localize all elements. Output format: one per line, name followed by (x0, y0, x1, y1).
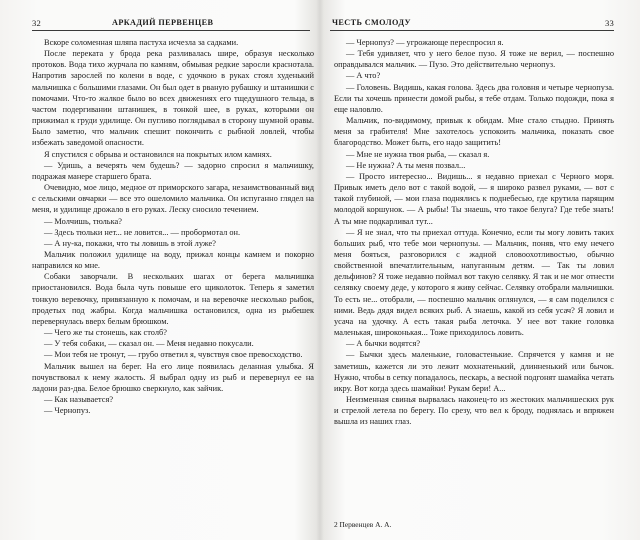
right-running-head (332, 18, 614, 30)
right-page-text (334, 37, 614, 427)
right-page (320, 0, 640, 540)
paragraph: После переката у брода река разливалась шире, образуя несколько протоков. Вода тихо журчала по камням, обмывая редкие заросли краснотала. Напротив зарослей по колени в воде, с удочкою в руках стоял худенький мальчишка с большими глазами. Он был одет в рваную рубашку и штанишки с помочами. Что-то жалкое было во всех движениях его тщедушного тельца, в частом подергивании штанишек, в тонкой шее, в руках, которыми он прижимал к груди удилище. Он пугливо поглядывал в сторону шумной оравы. Было заметно, что мальчик спешит покончить с рыбной ловлей, чтобы избежать заведомой опасности. (32, 49, 314, 148)
paragraph: — У тебя собаки, — сказал он. — Меня недавно покусали. (44, 339, 254, 349)
paragraph: — Просто интересно... Видишь... я недавно приехал с Черного моря. Привык иметь дело вот с такой водой, — я широко развел руками, — вот с такой глубиной, — мои глаза поднялись к поднебесью, где крутила парящим молодой коршунок. — А рыбы! Ты знаешь, что такое белуга? Где тебе знать! А ты мне подкарливал тут... (334, 171, 614, 226)
paragraph: Собаки заворчали. В нескольких шагах от берега мальчишка приостановился. Вода была чуть повыше его щиколоток. Теперь я заметил тонкую веревочку, привязанную к помочам, и на веревочке несколько рыбок, продетых под жабры. Когда мальчишка остановился, одна из рыбешек перевернулась вверх белым брюшком. (32, 272, 314, 326)
paragraph: — Как называется? (44, 395, 114, 404)
paragraph: Вскоре соломенная шляпа пастуха исчезла за садками. (44, 38, 239, 47)
paragraph: — Я не знал, что ты приехал оттуда. Конечно, если ты могу ловить таких больших рыб, что тебе мои чернопузы. — Мальчик, поняв, что ему нечего меня бояться, разговорился с жадной словоохотливостью, обычно свойственной впечатлительным, напуганным детям. — Так ты ловил дельфинов? Я тоже недавно поймал вот такую селявку. Я так и не мог отнести селявку своему деде, у которого я живу сейчас. Селявку отобрали мальчишки. То есть не... отобрали, — поспешно мальчик оглянулся, — я сам поделился с ними. Ведь дядя видел всяких рыб. А знаешь, какой из себя усач? Я ловил и усача на удочку. А есть такая рыба леточка. У нее вот такие головка маленькая, широконькая... Тоже приходилось ловить. (334, 227, 614, 338)
left-running-title: АРКАДИЙ ПЕРВЕНЦЕВ (112, 18, 214, 27)
right-header-rule (330, 30, 614, 31)
paragraph: — Чего же ты стонешь, как столб? (44, 328, 167, 338)
paragraph: Мальчик, по-видимому, привык к обидам. Мне стало стыдно. Принять меня за грабителя! Мне захотелось успокоить мальчика, показать свое благородство. Может быть, его надо защитить! (334, 116, 614, 148)
paragraph: — А ну-ка, покажи, что ты ловишь в этой луже? (44, 238, 216, 248)
paragraph: Очевидно, мое лицо, медное от приморского загара, незаимствованный вид с сельскими овчарки — все это ошеломило мальчика. Он испуганно глядел на меня, и удилище дрожало в его руках. Леску сносило течением. (32, 183, 314, 215)
paragraph: — А бычки водятся? (346, 339, 421, 349)
footnote: 2 Первенцев А. А. (334, 520, 392, 529)
paragraph: — А что? (346, 71, 381, 81)
left-page-number: 32 (32, 18, 41, 28)
right-running-title: ЧЕСТЬ СМОЛОДУ (332, 18, 411, 27)
paragraph: — Чернопуз? — угрожающе переспросил я. (346, 38, 504, 47)
left-page-text (32, 37, 314, 416)
left-running-head (32, 18, 308, 30)
paragraph: — Тебя удивляет, что у него белое пузо. Я тоже не верил, — поспешно оправдывался мальчик. — Пузо. Это действительно чернопуз. (334, 49, 614, 70)
paragraph: — Здесь тюльки нет... не ловится... — пробормотал он. (44, 227, 241, 237)
paragraph: Мальчик вышел на берег. На его лице появилась деланная улыбка. Я почувствовал к нему жалость. Я выбрал одну из рыб и перевернул ее на ладони раз-два. Белое брюшко сверкнуло, как зайчик. (32, 361, 314, 393)
paragraph: — Удишь, а вечерять чем будешь? — задорно спросил я мальчишку, подражая манере старшего брата. (32, 160, 314, 181)
paragraph: — Мои тебя не тронут, — грубо ответил я, чувствуя свое превосходство. (44, 350, 303, 360)
paragraph: — Головень. Видишь, какая голова. Здесь два головня и четыре чернопуза. Если ты хочешь принести домой рыбы, я тебе отдам. Только подожди, пока я еще наловлю. (334, 82, 614, 114)
paragraph: Неизменная свинья вырвалась наконец-то из жестоких мальчишеских рук и стрелой летела по берегу. По срезу, что вел к броду, поднялась и впряжен вышла из наших глаз. (334, 395, 614, 427)
paragraph: Мальчик положил удилище на воду, прижал концы камнем и покорно направился ко мне. (32, 249, 314, 271)
paragraph: — Мне не нужна твоя рыба, — сказал я. (346, 149, 490, 159)
paragraph: — Не нужна? А ты меня позвал... (346, 160, 466, 170)
paragraph: — Бычки здесь маленькие, головастенькие. Спрячется у камня и не заметишь, кажется ли это лежит мохнатенький, длинненький или бычок. Нужно, чтобы в сетку попадалось, пескарь, а весной подгонят шамайка четать икру. Вот когда здесь шамайки! Рукам бери! А... (334, 350, 614, 393)
paragraph: — Молчишь, тюлька? (44, 216, 122, 226)
right-page-number: 33 (605, 18, 614, 28)
left-header-rule (32, 30, 310, 31)
paragraph: Я спустился с обрыва и остановился на покрытых илом камнях. (44, 149, 272, 159)
paragraph: — Чернопуз. (44, 406, 91, 416)
